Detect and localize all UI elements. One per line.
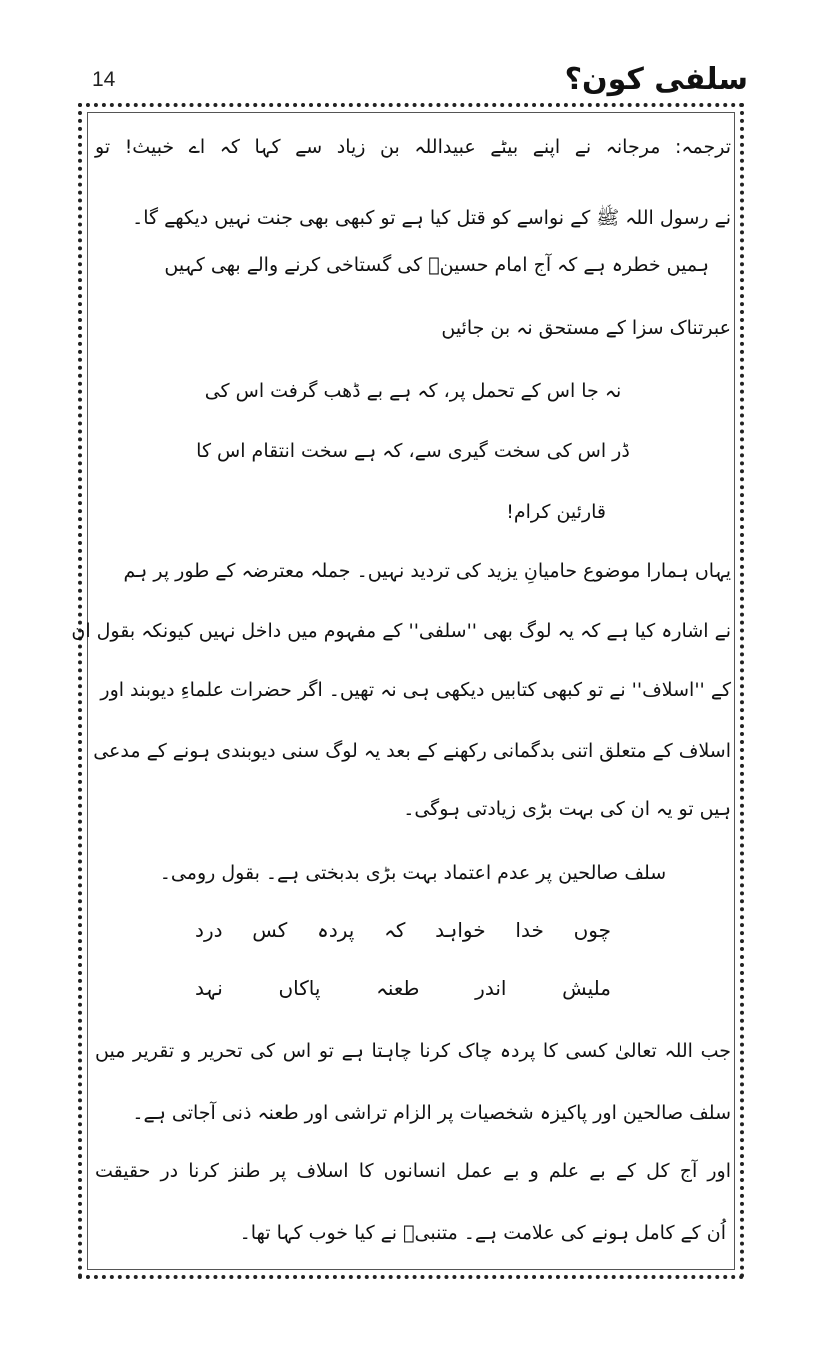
text-line: کے ''اسلاف'' نے تو کبھی کتابیں دیکھی ہی نہ تھیں۔ اگر حضرات علماءِ دیوبند اور: [100, 679, 731, 701]
text-line: سلف صالحین اور پاکیزہ شخصیات پر الزام تراشی اور طعنہ ذنی آجاتی ہے۔: [132, 1102, 731, 1124]
poetry-line: ڈر اس کی سخت گیری سے، کہ ہے سخت انتقام اس کا: [196, 440, 630, 462]
text-line: عبرتناک سزا کے مستحق نہ بن جائیں: [441, 317, 731, 339]
text-line: ہیں تو یہ ان کی بہت بڑی زیادتی ہوگی۔: [403, 798, 731, 820]
page-header: [80, 62, 748, 108]
verse-word: کہ: [384, 918, 406, 942]
text-line: سلف صالحین پر عدم اعتماد بہت بڑی بدبختی ہے۔ بقول رومی۔: [159, 862, 667, 884]
text-line: ترجمہ: مرجانہ نے اپنے بیٹے عبیداللہ بن زیاد سے کہا کہ اے خبیث! تو: [95, 136, 731, 158]
verse-word: ملیش: [562, 976, 611, 1000]
text-line: اسلاف کے متعلق اتنی بدگمانی رکھنے کے بعد یہ لوگ سنی دیوبندی ہونے کے مدعی: [93, 740, 731, 762]
verse-word: پردہ: [317, 918, 355, 942]
text-line: نے رسول اللہ ﷺ کے نواسے کو قتل کیا ہے تو کبھی بھی جنت نہیں دیکھے گا۔: [132, 207, 731, 229]
text-line: یہاں ہمارا موضوع حامیانِ یزید کی تردید نہیں۔ جملہ معترضہ کے طور پر ہم: [123, 560, 731, 582]
verse-word: پاکاں: [278, 976, 321, 1000]
persian-verse-line-1: [195, 915, 611, 945]
verse-word: چوں: [573, 918, 611, 942]
text-line: جب اللہ تعالیٰ کسی کا پردہ چاک کرنا چاہتا ہے تو اس کی تحریر و تقریر میں: [95, 1040, 731, 1062]
verse-word: طعنہ: [376, 976, 420, 1000]
book-title: سلفی کون؟: [564, 62, 748, 97]
text-line: قارئین کرام!: [506, 501, 606, 523]
verse-word: درد: [195, 918, 223, 942]
verse-word: کس: [252, 918, 288, 942]
text-line: ہمیں خطرہ ہے کہ آج امام حسینؓ کی گستاخی کرنے والے بھی کہیں: [164, 254, 709, 276]
verse-word: نہد: [195, 976, 223, 1000]
text-line: اور آج کل کے بے علم و بے عمل انسانوں کا اسلاف پر طنز کرنا در حقیقت: [95, 1160, 731, 1182]
text-line: اُن کے کامل ہونے کی علامت ہے۔ متنبیؔ نے کیا خوب کہا تھا۔: [239, 1222, 726, 1244]
verse-word: اندر: [475, 976, 507, 1000]
poetry-line: نہ جا اس کے تحمل پر، کہ ہے بے ڈھب گرفت اس کی: [204, 380, 622, 402]
verse-word: خواہد: [435, 918, 486, 942]
text-line: نے اشارہ کیا ہے کہ یہ لوگ بھی ''سلفی'' کے مفہوم میں داخل نہیں کیونکہ بقول ان: [71, 620, 731, 642]
page-number: 14: [92, 68, 116, 91]
persian-verse-line-2: [195, 973, 611, 1003]
verse-word: خدا: [515, 918, 544, 942]
